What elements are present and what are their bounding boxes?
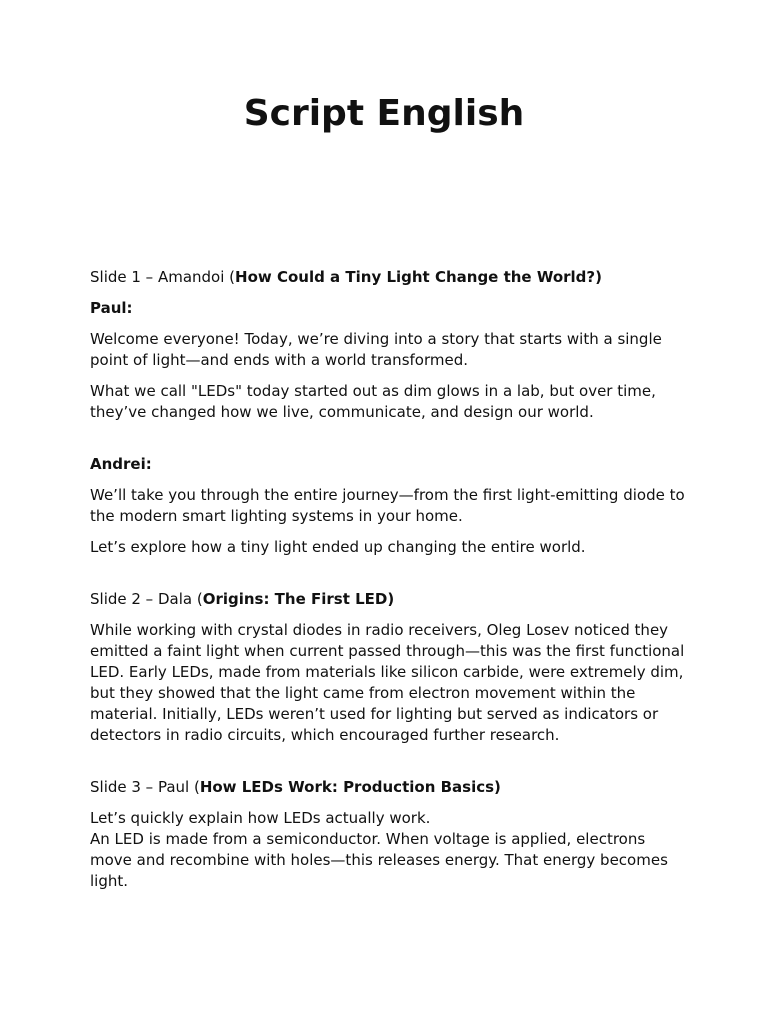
slide3-heading-title: How LEDs Work: Production Basics) bbox=[199, 778, 501, 796]
slide1-paul-paragraph-1: Welcome everyone! Today, we’re diving into a story that starts with a single point of light—and ends with a world transformed. bbox=[90, 330, 662, 369]
slide1-heading-prefix: Slide 1 – Amandoi ( bbox=[90, 268, 236, 286]
document-body bbox=[90, 267, 690, 902]
slide3-heading-prefix: Slide 3 – Paul ( bbox=[90, 778, 200, 796]
slide2-heading-prefix: Slide 2 – Dala ( bbox=[90, 590, 203, 608]
slide2-heading-title: Origins: The First LED) bbox=[202, 590, 395, 608]
slide1-paul-paragraph-2: What we call "LEDs" today started out as dim glows in a lab, but over time, they’ve changed how we live, communicate, and design our world. bbox=[90, 382, 656, 421]
slide1-andrei-paragraph-2: Let’s explore how a tiny light ended up changing the entire world. bbox=[90, 538, 586, 556]
slide1-speaker-andrei: Andrei: bbox=[90, 455, 152, 473]
document-title: Script English bbox=[243, 93, 525, 134]
slide2-heading bbox=[90, 589, 690, 610]
slide3-line-1: Let’s quickly explain how LEDs actually work. bbox=[90, 809, 431, 827]
slide1-heading-title: How Could a Tiny Light Change the World?) bbox=[235, 268, 602, 286]
slide2-paragraph: While working with crystal diodes in radio receivers, Oleg Losev noticed they emitted a faint light when current passed through—this was the first functional LED. Early LEDs, made from materials like silicon carbide, were extremely dim, but they showed that the light came from electron movement within the material. Initially, LEDs weren’t used for lighting but served as indicators or detectors in radio circuits, which encouraged further research. bbox=[90, 621, 685, 744]
slide1-heading bbox=[90, 267, 690, 288]
slide1-andrei-paragraph-1: We’ll take you through the entire journey—from the first light-emitting diode to the modern smart lighting systems in your home. bbox=[90, 486, 685, 525]
slide3-line-2: An LED is made from a semiconductor. When voltage is applied, electrons move and recombine with holes—this releases energy. That energy becomes light. bbox=[90, 830, 668, 890]
slide3-heading bbox=[90, 777, 690, 798]
slide1-speaker-paul: Paul: bbox=[90, 299, 133, 317]
